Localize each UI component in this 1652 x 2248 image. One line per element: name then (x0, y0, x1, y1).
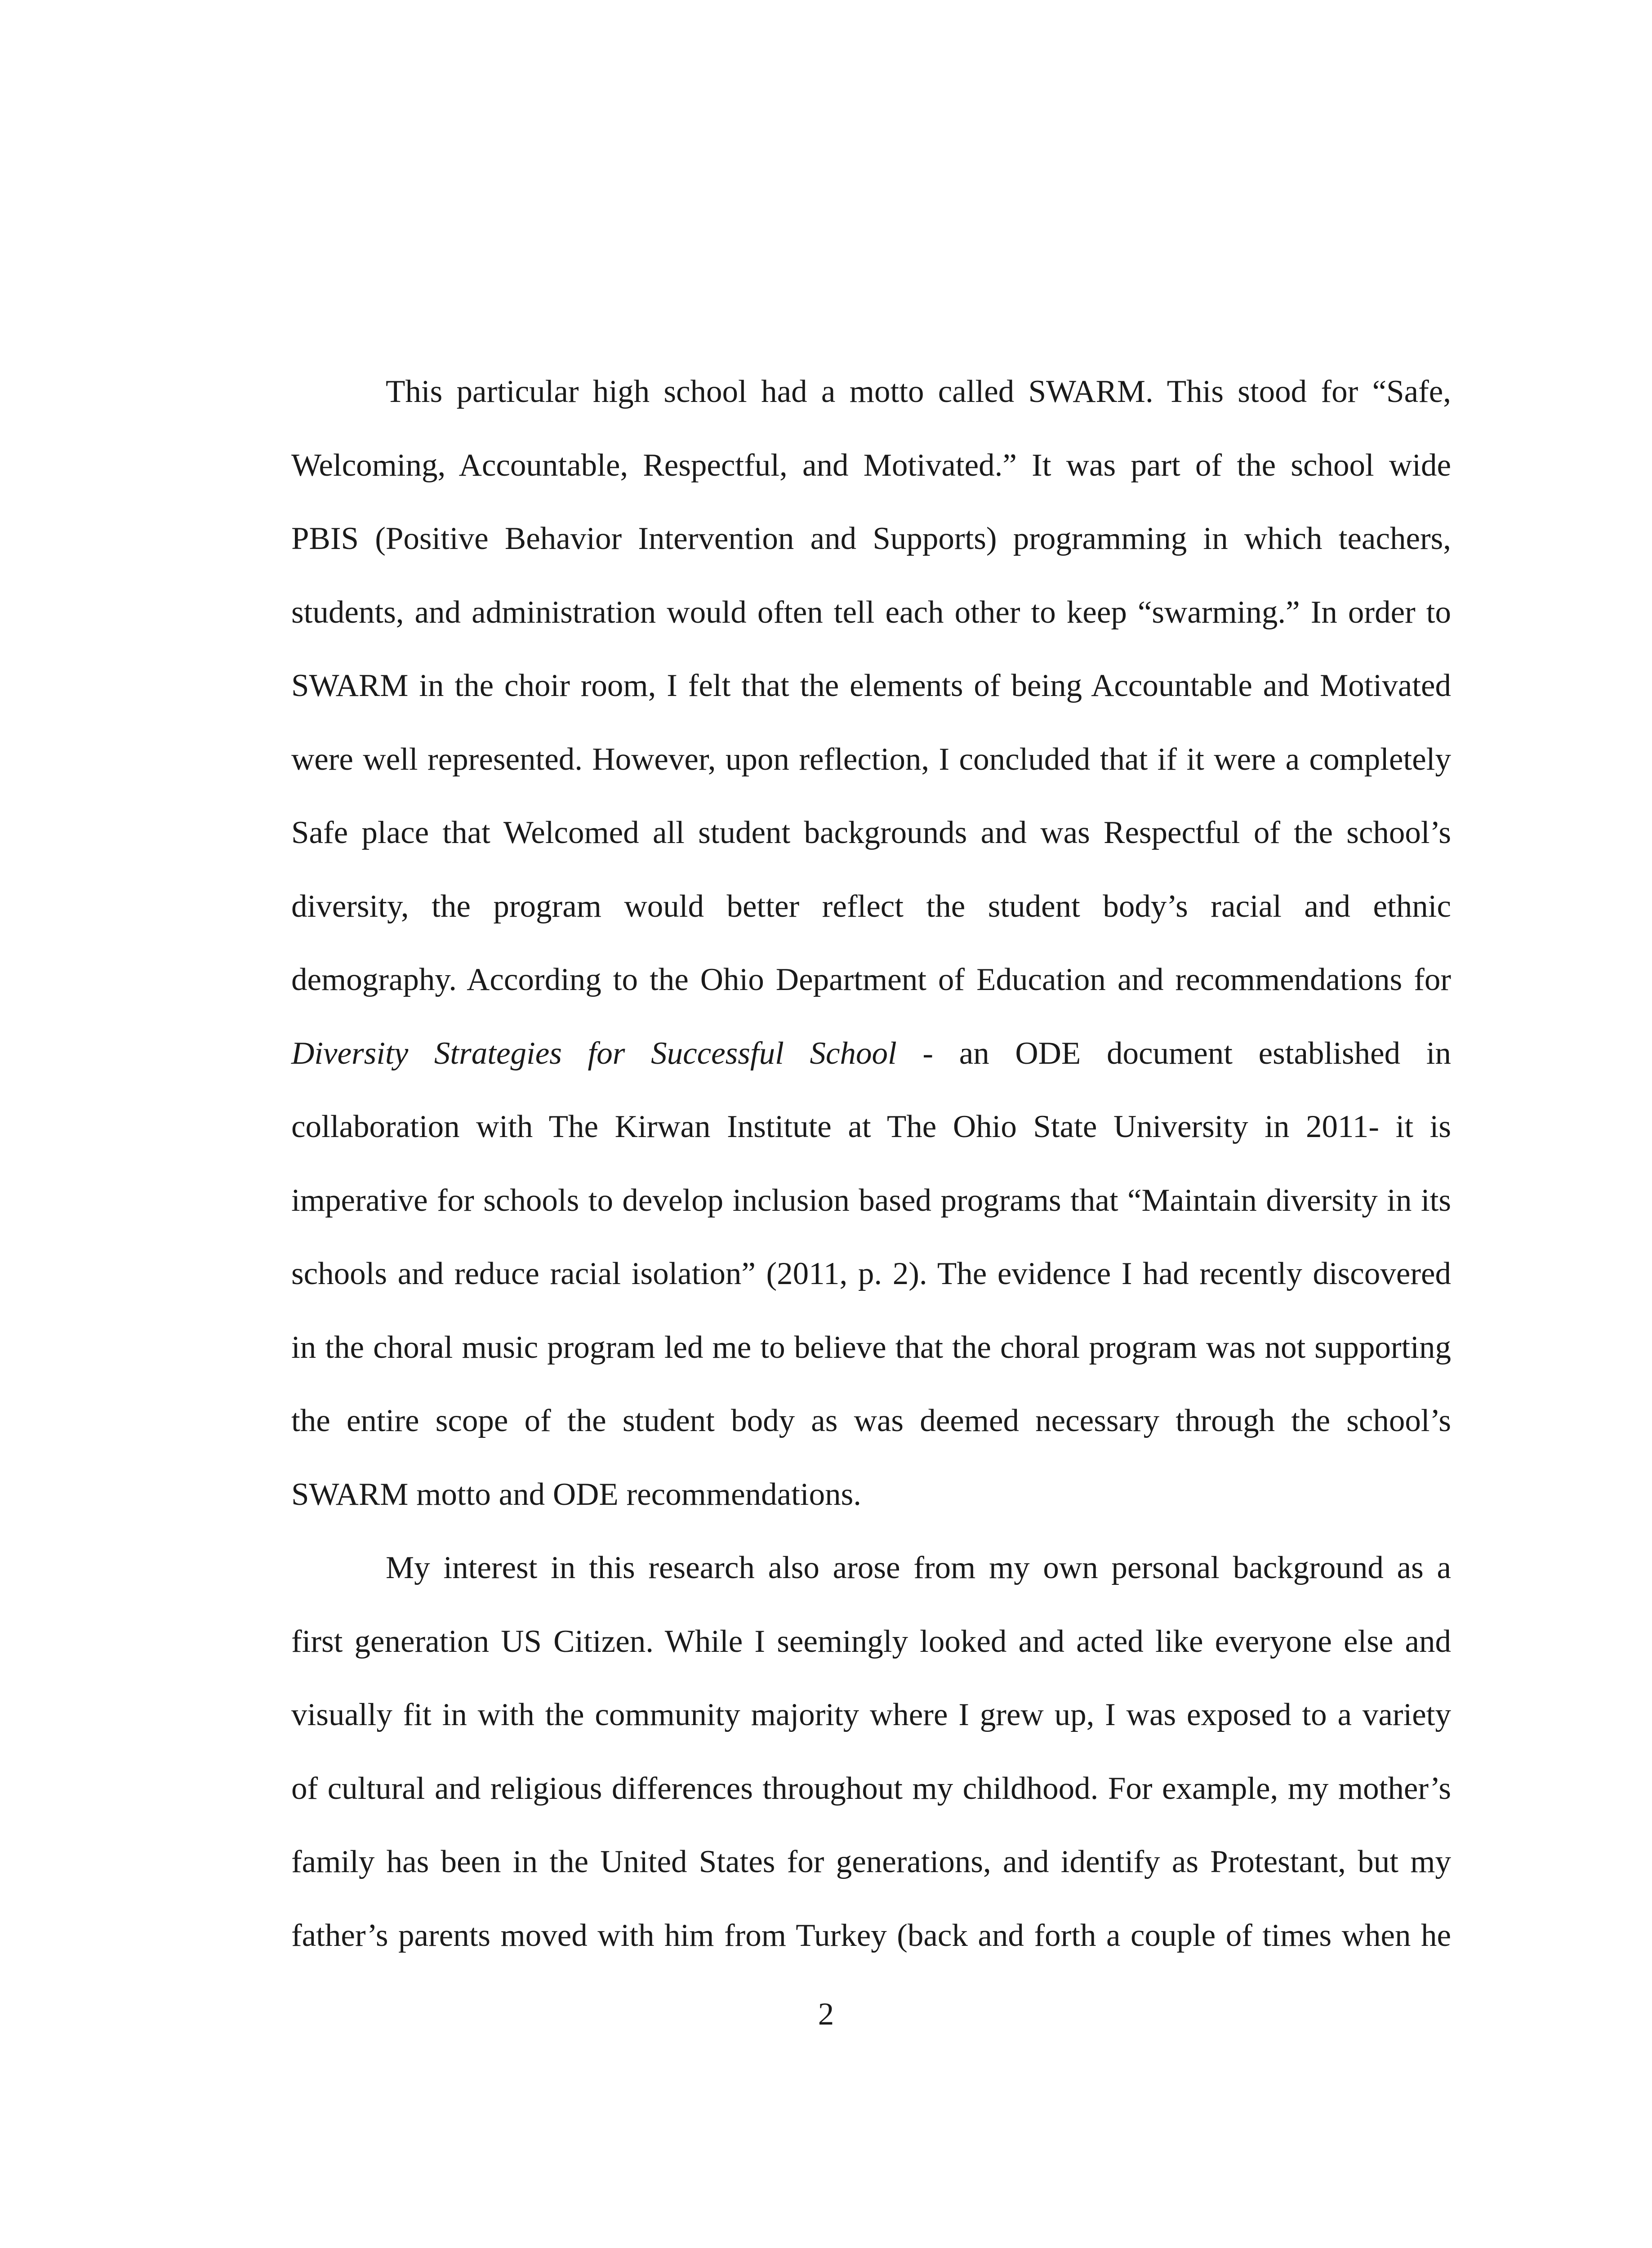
body-text (291, 355, 1451, 1972)
paragraph-1-line-15: the entire scope of the student body as was deemed necessary through the school’s (291, 1403, 1451, 1438)
paragraph-1-line-10-rest: - an ODE document established in (896, 1035, 1451, 1071)
paragraph-1-line-16: SWARM motto and ODE recommendations. (291, 1476, 861, 1512)
paragraph-1-line-5: SWARM in the choir room, I felt that the elements of being Accountable and Motivated (291, 668, 1451, 703)
paragraph-2-line-4: of cultural and religious differences throughout my childhood. For example, my mother’s (291, 1771, 1451, 1806)
paragraph-1-line-3: PBIS (Positive Behavior Intervention and Supports) programming in which teachers, (291, 521, 1451, 556)
page-number: 2 (818, 1997, 834, 2032)
paragraph-2-line-6: father’s parents moved with him from Turkey (back and forth a couple of times when he (291, 1918, 1451, 1953)
paragraph-1-line-13: schools and reduce racial isolation” (2011, p. 2). The evidence I had recently discovered (291, 1256, 1451, 1291)
paragraph-1-line-6: were well represented. However, upon reflection, I concluded that if it were a completely (291, 741, 1451, 777)
document-title-italic: Diversity Strategies for Successful School (291, 1035, 897, 1071)
paragraph-1-line-8: diversity, the program would better reflect the student body’s racial and ethnic (291, 888, 1451, 924)
paragraph-2-line-2: first generation US Citizen. While I seemingly looked and acted like everyone else and (291, 1624, 1451, 1659)
paragraph-1-line-4: students, and administration would often tell each other to keep “swarming.” In order to (291, 594, 1451, 630)
paragraph-1-line-10 (291, 1017, 1451, 1091)
paragraph-1-line-11: collaboration with The Kirwan Institute at The Ohio State University in 2011- it is (291, 1109, 1451, 1144)
paragraph-2-line-1: My interest in this research also arose from my own personal background as a (386, 1550, 1451, 1585)
paragraph-1-line-9: demography. According to the Ohio Department of Education and recommendations for (291, 962, 1451, 997)
paragraph-2-line-3: visually fit in with the community majority where I grew up, I was exposed to a variety (291, 1697, 1451, 1732)
paragraph-2-line-5: family has been in the United States for generations, and identify as Protestant, but my (291, 1844, 1451, 1879)
paragraph-1-line-7: Safe place that Welcomed all student backgrounds and was Respectful of the school’s (291, 815, 1451, 850)
paragraph-1-line-12: imperative for schools to develop inclusion based programs that “Maintain diversity in its (291, 1182, 1451, 1218)
paragraph-1-line-1: This particular high school had a motto called SWARM. This stood for “Safe, (386, 374, 1451, 409)
paragraph-1-line-2: Welcoming, Accountable, Respectful, and Motivated.” It was part of the school wide (291, 447, 1451, 483)
paragraph-1-line-14: in the choral music program led me to believe that the choral program was not supporting (291, 1329, 1451, 1365)
